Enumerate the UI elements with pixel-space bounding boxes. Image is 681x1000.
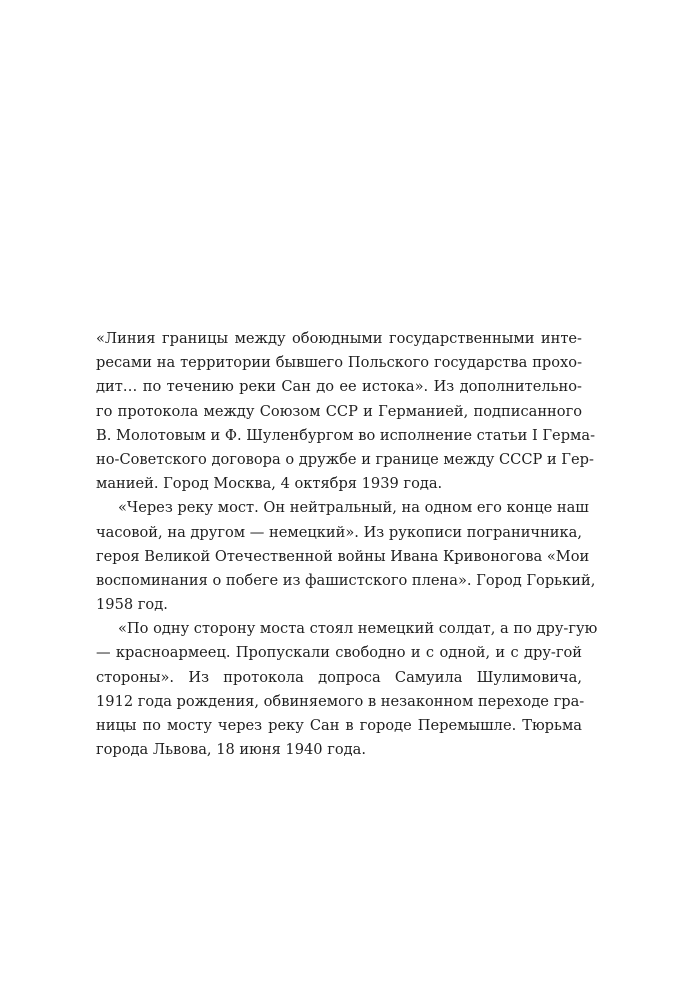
text-line: города Львова, 18 июня 1940 года. <box>96 741 366 759</box>
text-line: В. Молотовым и Ф. Шуленбургом во исполнение статьи I Герма- <box>96 426 596 444</box>
text-line: героя Великой Отечественной войны Ивана Кривоногова «Мои <box>96 547 590 565</box>
text-line: 1912 года рождения, обвиняемого в незаконном переходе гра- <box>96 692 585 710</box>
text-line: стороны». Из протокола допроса Самуила Шулимовича, <box>96 668 582 686</box>
text-line: 1958 год. <box>96 596 168 614</box>
epigraph-paragraph <box>96 496 596 617</box>
text-line: «По одну сторону моста стоял немецкий солдат, а по дру-гую <box>118 620 598 638</box>
text-line: ресами на территории бывшего Польского государства прохо- <box>96 354 582 372</box>
text-line: дит… по течению реки Сан до ее истока». Из дополнительно- <box>96 378 582 396</box>
epigraph-paragraph <box>96 617 598 762</box>
text-line: «Линия границы между обоюдными государственными инте- <box>96 330 582 347</box>
text-line: но-Советского договора о дружбе и границе между СССР и Гер- <box>96 450 594 468</box>
text-line: ницы по мосту через реку Сан в городе Перемышле. Тюрьма <box>96 717 582 734</box>
epigraph-block <box>96 327 598 762</box>
text-line: воспоминания о побеге из фашистского плена». Город Горький, <box>96 571 596 589</box>
text-line: го протокола между Союзом ССР и Германией, подписанного <box>96 402 582 420</box>
text-line: часовой, на другом — немецкий». Из рукописи пограничника, <box>96 523 582 541</box>
epigraph-paragraph <box>96 327 596 496</box>
text-line: — красноармеец. Пропускали свободно и с одной, и с дру-гой <box>96 644 582 662</box>
text-line: «Через реку мост. Он нейтральный, на одном его конце наш <box>118 499 589 517</box>
text-line: манией. Город Москва, 4 октября 1939 года. <box>96 475 443 493</box>
